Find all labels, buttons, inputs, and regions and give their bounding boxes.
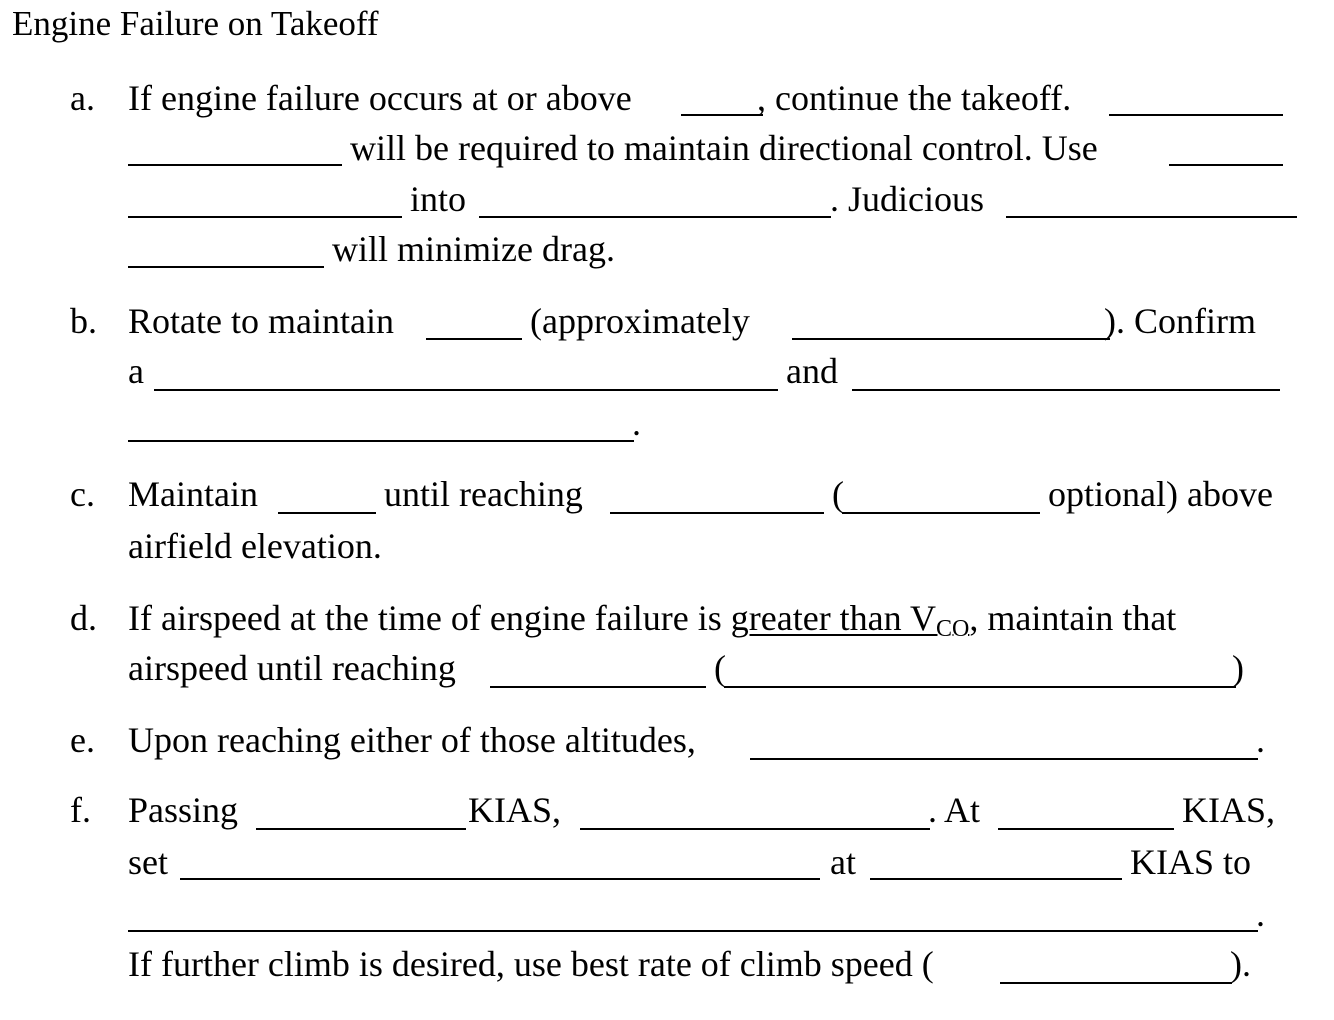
item-text: a: [128, 351, 144, 391]
item-marker: c.: [70, 474, 95, 514]
item-text: . Judicious: [830, 179, 985, 219]
answer-blank[interactable]: [610, 512, 824, 514]
item-text: KIAS,: [468, 790, 562, 830]
item-marker: d.: [70, 598, 97, 638]
item-text: airfield elevation.: [128, 526, 382, 566]
answer-blank[interactable]: [870, 878, 1122, 880]
underlined-text: greater than V: [730, 598, 937, 638]
answer-blank[interactable]: [842, 512, 1040, 514]
underlined-phrase: [730, 598, 970, 642]
item-text: Rotate to maintain: [128, 301, 394, 341]
page-title: Engine Failure on Takeoff: [12, 4, 379, 43]
answer-blank[interactable]: [278, 512, 376, 514]
item-text: and: [786, 351, 838, 391]
answer-blank[interactable]: [180, 878, 820, 880]
answer-blank[interactable]: [1000, 982, 1232, 984]
item-text: will be required to maintain directional control. Use: [350, 128, 1098, 168]
subscript: CO: [936, 616, 970, 642]
item-text: .: [1256, 894, 1265, 934]
answer-blank[interactable]: [128, 164, 342, 166]
item-text: , maintain that: [969, 598, 1177, 638]
item-text: If further climb is desired, use best rate of climb speed (: [128, 944, 934, 984]
item-text: . At: [928, 790, 981, 830]
item-marker: a.: [70, 78, 95, 118]
item-marker: f.: [70, 790, 91, 830]
answer-blank[interactable]: [490, 686, 706, 688]
item-marker: b.: [70, 301, 97, 341]
item-text: If airspeed at the time of engine failure is: [128, 598, 722, 638]
answer-blank[interactable]: [128, 216, 402, 218]
item-text: Maintain: [128, 474, 258, 514]
item-text: ). Confirm: [1104, 301, 1256, 341]
item-text: ): [1232, 648, 1244, 688]
item-text: airspeed until reaching: [128, 648, 456, 688]
answer-blank[interactable]: [1006, 216, 1297, 218]
item-text: into: [410, 179, 467, 219]
item-marker: e.: [70, 720, 95, 760]
answer-blank[interactable]: [580, 828, 930, 830]
answer-blank[interactable]: [1169, 164, 1283, 166]
item-text: If engine failure occurs at or above: [128, 78, 632, 118]
answer-blank[interactable]: [852, 389, 1280, 391]
answer-blank[interactable]: [128, 930, 1258, 932]
item-text: until reaching: [384, 474, 583, 514]
item-text: optional) above: [1048, 474, 1273, 514]
item-text: (: [714, 648, 726, 688]
answer-blank[interactable]: [256, 828, 466, 830]
item-text: .: [1256, 720, 1265, 760]
answer-blank[interactable]: [479, 216, 831, 218]
item-text: set: [128, 842, 168, 882]
item-text: .: [632, 403, 641, 443]
answer-blank[interactable]: [426, 338, 522, 340]
item-text: at: [830, 842, 856, 882]
item-text: [128, 596, 1176, 651]
answer-blank[interactable]: [128, 440, 634, 442]
answer-blank[interactable]: [1109, 114, 1283, 116]
answer-blank[interactable]: [750, 758, 1258, 760]
item-text: ).: [1230, 944, 1251, 984]
answer-blank[interactable]: [724, 686, 1236, 688]
item-text: will minimize drag.: [332, 229, 615, 269]
item-text: (: [832, 474, 844, 514]
item-text: Upon reaching either of those altitudes,: [128, 720, 696, 760]
answer-blank[interactable]: [792, 338, 1110, 340]
item-text: Passing: [128, 790, 239, 830]
answer-blank[interactable]: [154, 389, 778, 391]
answer-blank[interactable]: [998, 828, 1174, 830]
answer-blank[interactable]: [681, 114, 763, 116]
item-text: KIAS to: [1130, 842, 1252, 882]
item-text: (approximately: [530, 301, 750, 341]
item-text: , continue the takeoff.: [757, 78, 1072, 118]
item-text: KIAS,: [1182, 790, 1276, 830]
answer-blank[interactable]: [128, 266, 324, 268]
